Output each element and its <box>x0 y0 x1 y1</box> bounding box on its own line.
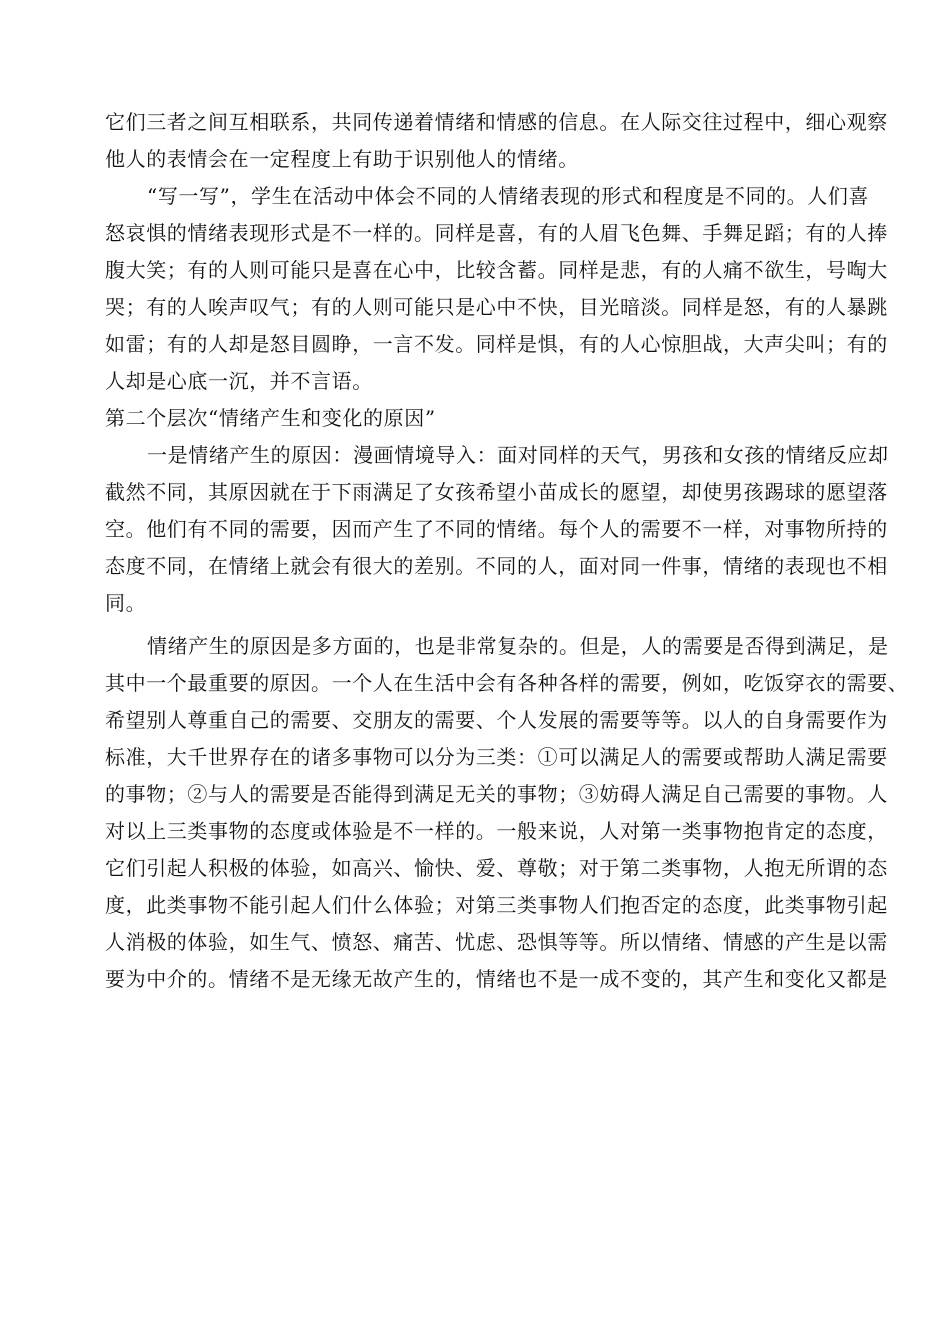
heading-line: 第二个层次“情绪产生和变化的原因” <box>105 406 436 430</box>
paragraph <box>105 104 888 178</box>
text-line: 截然不同，其原因就在于下雨满足了女孩希望小苗成长的愿望，却使男孩踢球的愿望落 <box>105 480 888 504</box>
text-line: 度，此类事物不能引起人们什么体验；对第三类事物人们抱否定的态度，此类事物引起 <box>105 893 888 917</box>
section-heading <box>105 400 850 437</box>
text-line: 怒哀惧的情绪表现形式是不一样的。同样是喜，有的人眉飞色舞、手舞足蹈；有的人捧 <box>105 221 888 245</box>
text-line: 如雷；有的人却是怒目圆睁，一言不发。同样是惧，有的人心惊胆战，大声尖叫；有的 <box>105 332 888 356</box>
text-line: 同。 <box>105 591 147 615</box>
text-line: 人却是心底一沉，并不言语。 <box>105 369 373 393</box>
text-line: 希望别人尊重自己的需要、交朋友的需要、个人发展的需要等等。以人的自身需要作为 <box>105 708 888 732</box>
text-line: 要为中介的。情绪不是无缘无故产生的，情绪也不是一成不变的，其产生和变化又都是 <box>105 967 888 991</box>
text-line: 它们三者之间互相联系，共同传递着情绪和情感的信息。在人际交往过程中，细心观察 <box>105 110 888 134</box>
text-line: 的事物；②与人的需要是否能得到满足无关的事物；③妨碍人满足自己需要的事物。人 <box>105 782 888 806</box>
text-line: “写一写”，学生在活动中体会不同的人情绪表现的形式和程度是不同的。人们喜 <box>147 184 870 208</box>
text-line: 态度不同，在情绪上就会有很大的差别。不同的人，面对同一件事，情绪的表现也不相 <box>105 554 888 578</box>
text-line: 标准，大千世界存在的诸多事物可以分为三类：①可以满足人的需要或帮助人满足需要 <box>105 745 888 769</box>
text-line: 腹大笑；有的人则可能只是喜在心中，比较含蓄。同样是悲，有的人痛不欲生，号啕大 <box>105 258 888 282</box>
text-line: 情绪产生的原因是多方面的，也是非常复杂的。但是，人的需要是否得到满足，是 <box>147 634 889 658</box>
text-line: 人消极的体验，如生气、愤怒、痛苦、忧虑、恐惧等等。所以情绪、情感的产生是以需 <box>105 930 888 954</box>
text-line: 它们引起人积极的体验，如高兴、愉快、爱、尊敬；对于第二类事物，人抱无所谓的态 <box>105 856 888 880</box>
text-line: 空。他们有不同的需要，因而产生了不同的情绪。每个人的需要不一样，对事物所持的 <box>105 517 888 541</box>
text-line: 哭；有的人唉声叹气；有的人则可能只是心中不快，目光暗淡。同样是怒，有的人暴跳 <box>105 295 888 319</box>
text-line: 其中一个最重要的原因。一个人在生活中会有各种各样的需要，例如，吃饭穿衣的需要、 <box>105 671 909 695</box>
document-body <box>105 104 909 998</box>
text-line: 对以上三类事物的态度或体验是不一样的。一般来说，人对第一类事物抱肯定的态度， <box>105 819 888 843</box>
text-line: 一是情绪产生的原因：漫画情境导入：面对同样的天气，男孩和女孩的情绪反应却 <box>147 443 889 467</box>
text-line: 他人的表情会在一定程度上有助于识别他人的情绪。 <box>105 147 579 171</box>
paragraph <box>105 437 889 622</box>
paragraph <box>105 178 888 400</box>
paragraph <box>105 628 909 998</box>
